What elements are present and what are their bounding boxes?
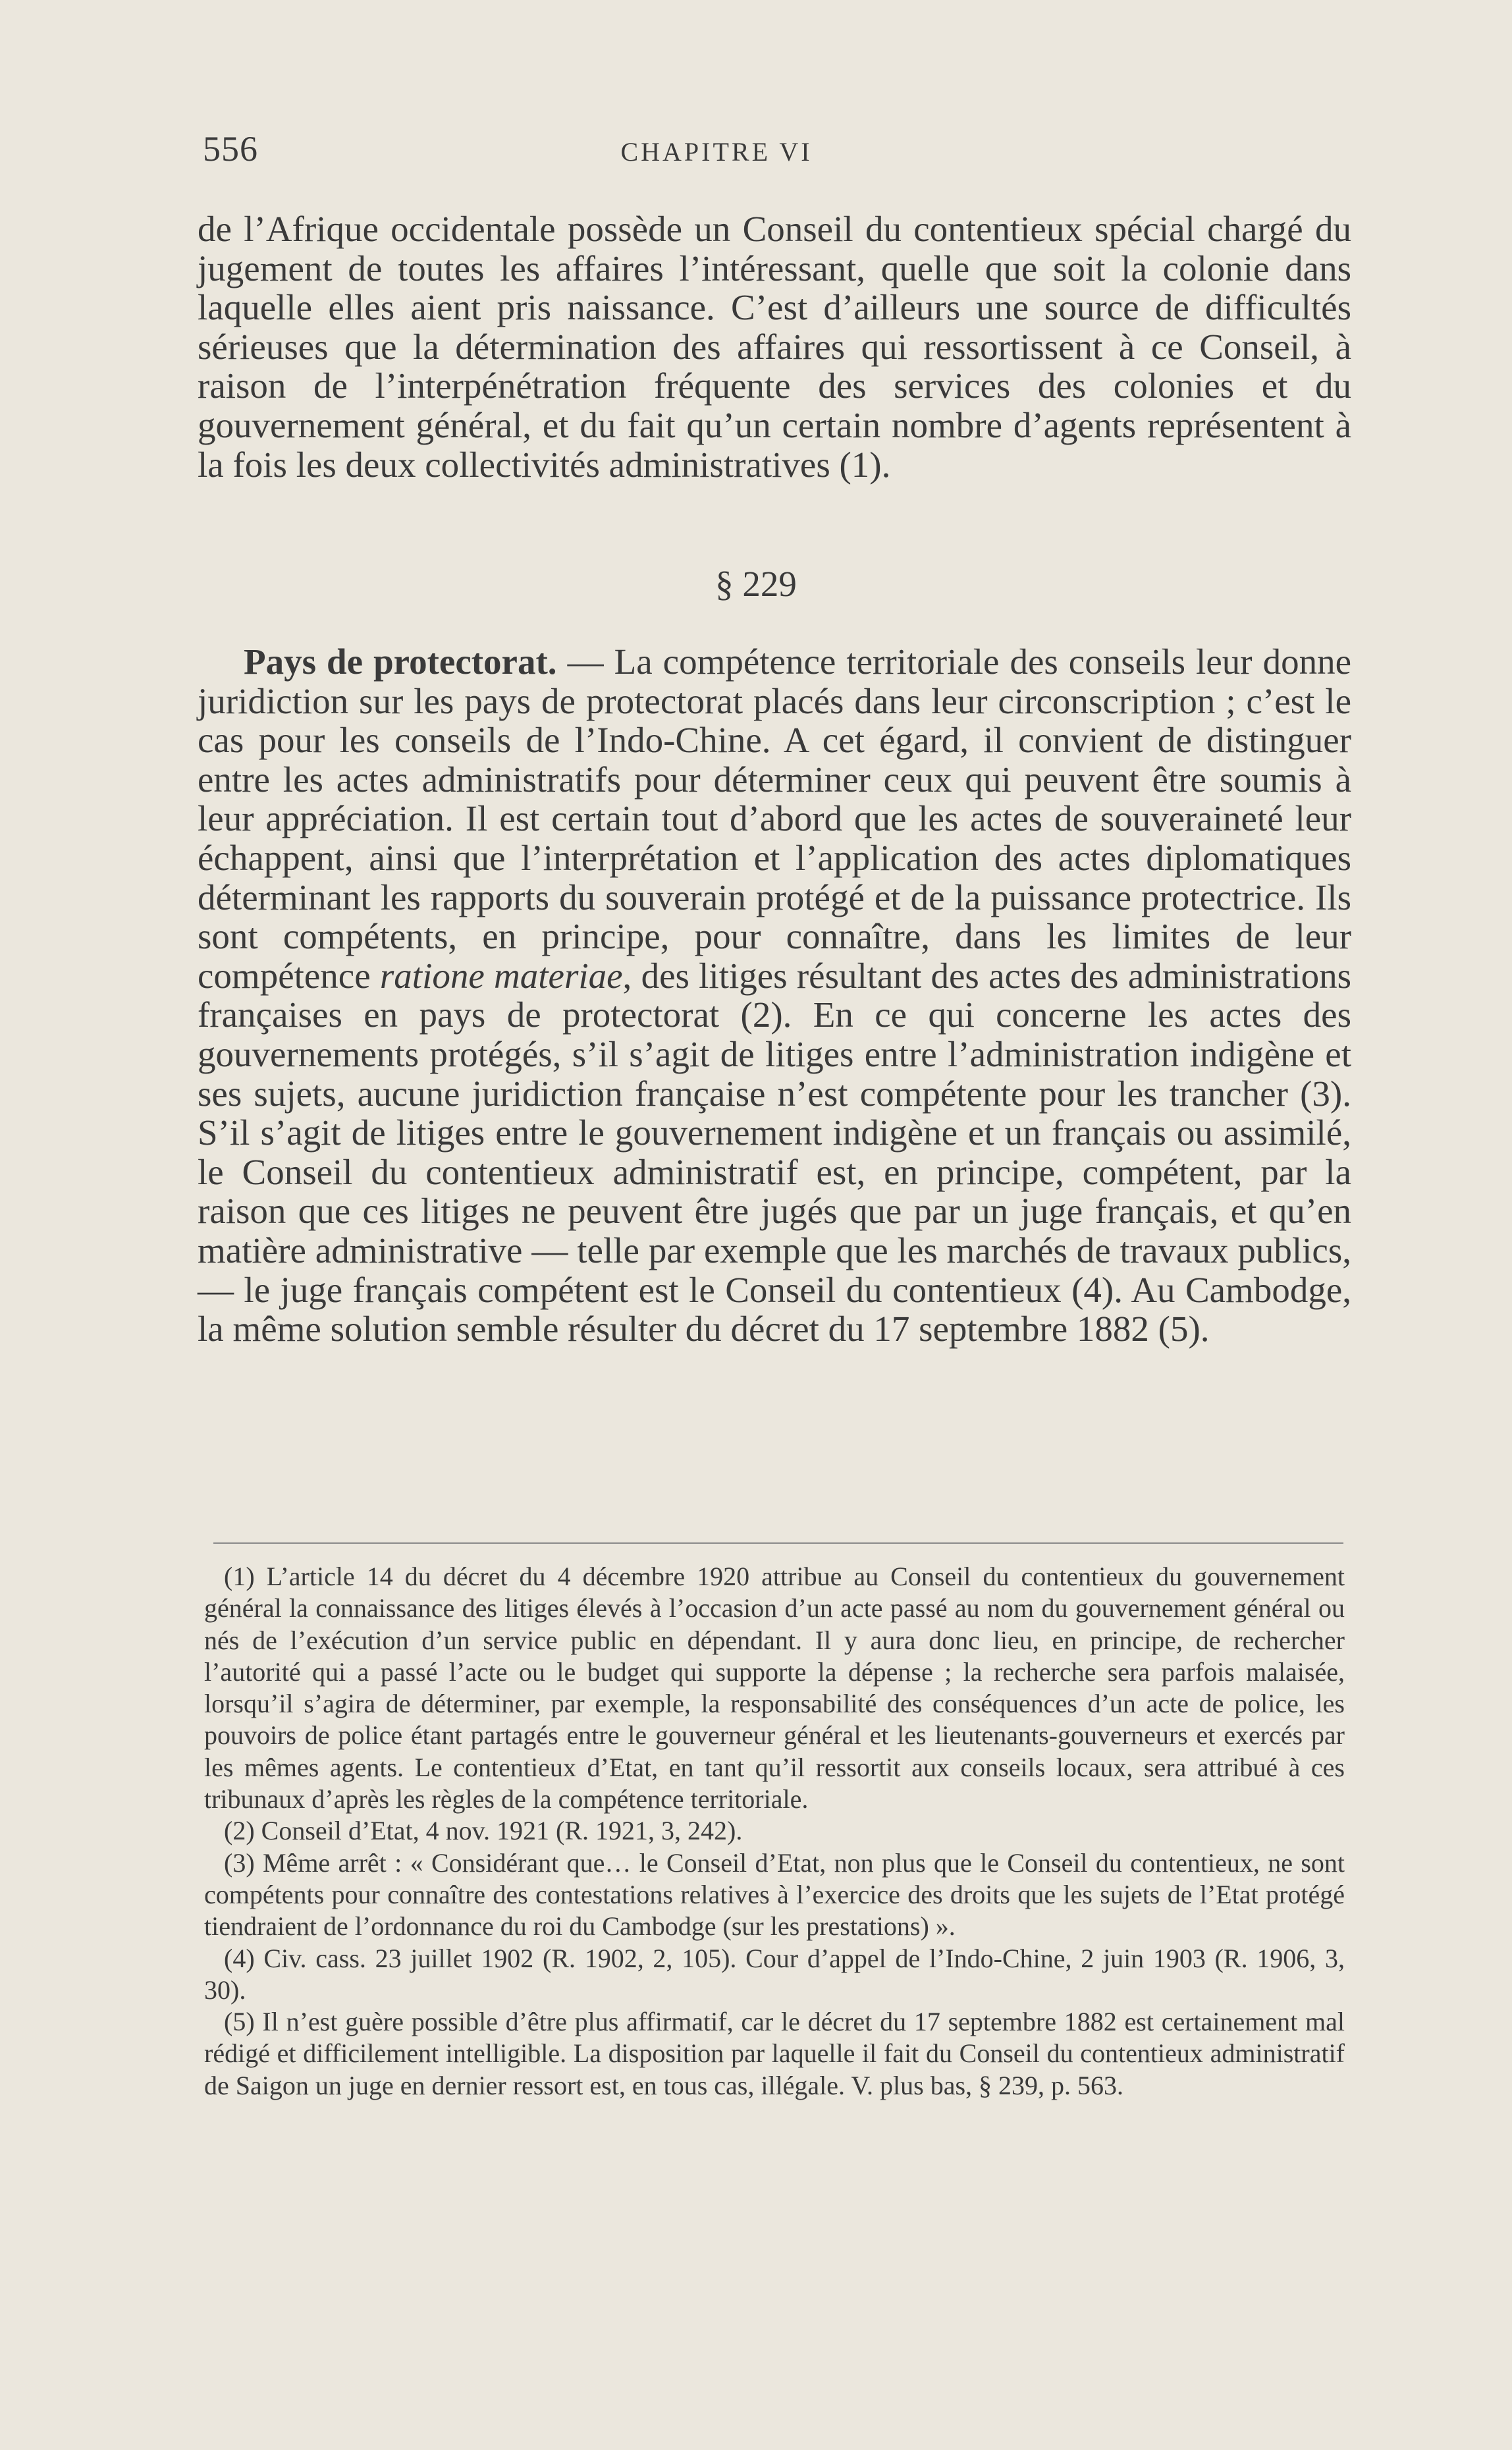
paragraph-protectorat [198,642,1351,1349]
footnote-4: (4) Civ. cass. 23 juillet 1902 (R. 1902, 2, 105). Cour d’appel de l’Indo-Chine, 2 juin 1903 (R. 1906, 3, 30). [204,1943,1345,2005]
footnote-divider [213,1542,1343,1544]
paragraph-continued: de l’Afrique occidentale possède un Conseil du contentieux spécial chargé du jugement de toutes les affaires l’intéressant, quelle que soit la colonie dans laquelle elles aient pris naissance. C’est d’ailleurs une source de difficultés sérieuses que la détermination des affaires qui ressortissent à ce Conseil, à raison de l’interpénétration fréquente des services des colonies et du gouvernement général, et du fait qu’un certain nombre d’agents représentent à la fois les deux collectivités administratives (1). [198,209,1351,485]
chapter-title: CHAPITRE VI [620,137,813,167]
page-header [203,128,1349,175]
page-number: 556 [203,129,258,169]
paragraph-lead: Pays de protectorat. [244,641,557,682]
paragraph-text-a: — La compétence territoriale des conseils leur donne juridiction sur les pays de protectorat placés dans leur circonscription ; c’est le cas pour les conseils de l’Indo-Chine. A cet égard, il convient de distinguer entre les actes administratifs pour déterminer ceux qui peuvent être soumis à leur appréciation. Il est certain tout d’abord que les actes de souveraineté leur échappent, ainsi que l’interprétation et l’application des actes diplomatiques déterminant les rapports du souverain protégé et de la puissance protectrice. Ils sont compétents, en principe, pour connaître, dans les limites de leur compétence [198,641,1352,996]
section-heading: § 229 [715,564,797,604]
paragraph-italic: ratione materiae [379,955,623,996]
footnote-1: (1) L’article 14 du décret du 4 décembre 1920 attribue au Conseil du contentieux du gouvernement général la connaissance des litiges élevés à l’occasion d’un acte passé au nom du gouvernement général ou nés de l’exécution d’un service public en dépendant. Il y aura donc lieu, en principe, de rechercher l’autorité qui a passé l’acte ou le budget qui supporte la dépense ; la recherche sera parfois malaisée, lorsqu’il s’agira de déterminer, par exemple, la responsabilité des conséquences d’un acte de police, les pouvoirs de police étant partagés entre le gouverneur général et les lieutenants-gouverneurs et exercés par les mêmes agents. Le contentieux d’Etat, en tant qu’il ressortit aux conseils locaux, sera attribué à ces tribunaux d’après les règles de la compétence territoriale. [204,1562,1345,1814]
footnotes [204,1561,1345,2102]
footnote-3: (3) Même arrêt : « Considérant que… le Conseil d’Etat, non plus que le Conseil du contentieux, ne sont compétents pour connaître des contestations relatives à l’exercice des droits que les sujets de l’Etat protégé tiendraient de l’ordonnance du roi du Cambodge (sur les prestations) ». [204,1847,1345,1942]
footnote-2: (2) Conseil d’Etat, 4 nov. 1921 (R. 1921, 3, 242). [224,1816,743,1846]
footnote-5: (5) Il n’est guère possible d’être plus affirmatif, car le décret du 17 septembre 1882 est certainement mal rédigé et difficilement intelligible. La disposition par laquelle il fait du Conseil du contentieux administratif de Saigon un juge en dernier ressort est, en tous cas, illégale. V. plus bas, § 239, p. 563. [204,2007,1345,2100]
paragraph-text-b: , des litiges résultant des actes des administrations françaises en pays de protectorat (2). En ce qui concerne les actes des gouvernements protégés, s’il s’agit de litiges entre l’administration indigène et ses sujets, aucune juridiction française n’est compétente pour les trancher (3). S’il s’agit de litiges entre le gouvernement indigène et un français ou assimilé, le Conseil du contentieux administratif est, en principe, compétent, par la raison que ces litiges ne peuvent être jugés que par un juge français, et qu’en matière administrative — telle par exemple que les marchés de travaux publics, — le juge français compétent est le Conseil du contentieux (4). Au Cambodge, la même solution semble résulter du décret du 17 septembre 1882 (5). [198,955,1351,1349]
